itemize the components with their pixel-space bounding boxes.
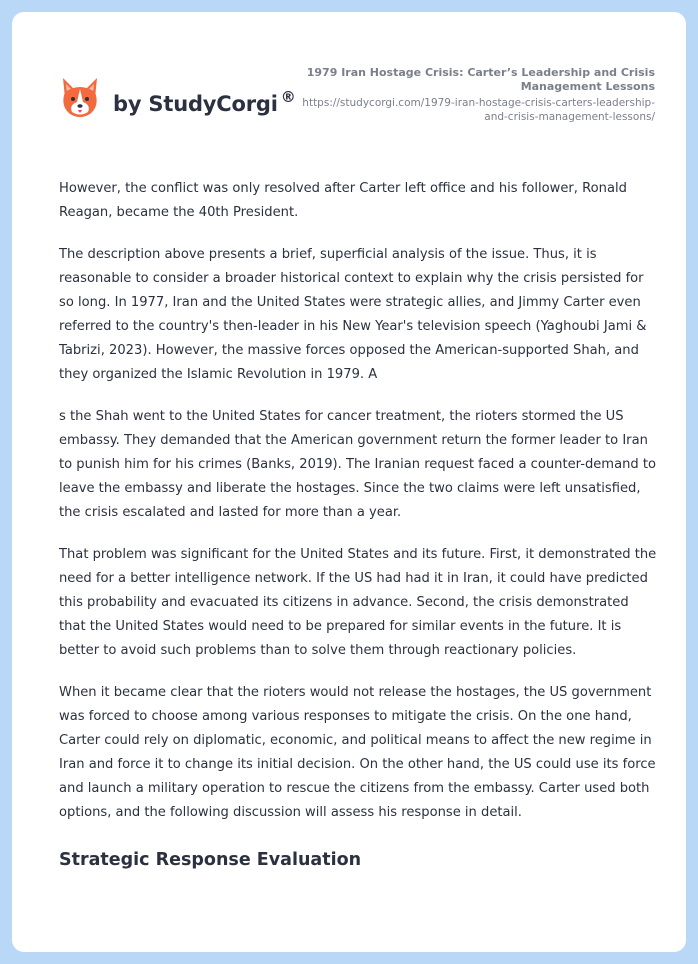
paragraph: When it became clear that the rioters would not release the hostages, the US government was forced to choose among various responses to mitigate the crisis. On the one hand, Carter could rely on diplomatic, economic, and political means to affect the new regime in Iran and force it to change its initial decision. On the other hand, the US could use its force and launch a military operation to rescue the citizens from the embassy. Carter used both options, and the following discussion will assess his response in detail.: [59, 685, 656, 820]
page-card: [12, 12, 686, 952]
corgi-logo-icon: [60, 76, 100, 120]
brand-name: by StudyCorgi ®: [113, 88, 296, 116]
registered-mark: ®: [280, 88, 296, 106]
article-body: [59, 177, 659, 872]
paragraph: The description above presents a brief, superficial analysis of the issue. Thus, it is reasonable to consider a broader historical context to explain why the crisis persisted for so long. In 1977, Iran and the United States were strategic allies, and Jimmy Carter even referred to the country's then-leader in his New Year's television speech (Yaghoubi Jami & Tabrizi, 2023). However, the massive forces opposed the American-supported Shah, and they organized the Islamic Revolution in 1979. A: [59, 247, 647, 382]
paragraph: s the Shah went to the United States for cancer treatment, the rioters stormed the US embassy. They demanded that the American government return the former leader to Iran to punish him for his crimes (Banks, 2019). The Iranian request faced a counter-demand to leave the embassy and liberate the hostages. Since the two claims were left unsatisfied, the crisis escalated and lasted for more than a year.: [59, 409, 657, 520]
paragraph: However, the conflict was only resolved after Carter left office and his follower, Ronald Reagan, became the 40th President.: [59, 181, 627, 220]
studycorgi-logo[interactable]: [60, 76, 296, 120]
document-title: 1979 Iran Hostage Crisis: Carter’s Leadership and Crisis Management Lessons: [306, 66, 655, 93]
section-heading: Strategic Response Evaluation: [59, 850, 362, 870]
paragraph: That problem was significant for the United States and its future. First, it demonstrated the need for a better intelligence network. If the US had had it in Iran, it could have predicted this probability and evacuated its citizens in advance. Second, the crisis demonstrated that the United States would need to be prepared for similar events in the future. It is better to avoid such problems than to solve them through reactionary policies.: [59, 547, 657, 658]
page-header: [12, 12, 686, 142]
document-meta: [295, 66, 655, 124]
document-url[interactable]: https://studycorgi.com/1979-iran-hostage-crisis-carters-leadership-and-crisis-management-lessons/: [302, 97, 655, 123]
